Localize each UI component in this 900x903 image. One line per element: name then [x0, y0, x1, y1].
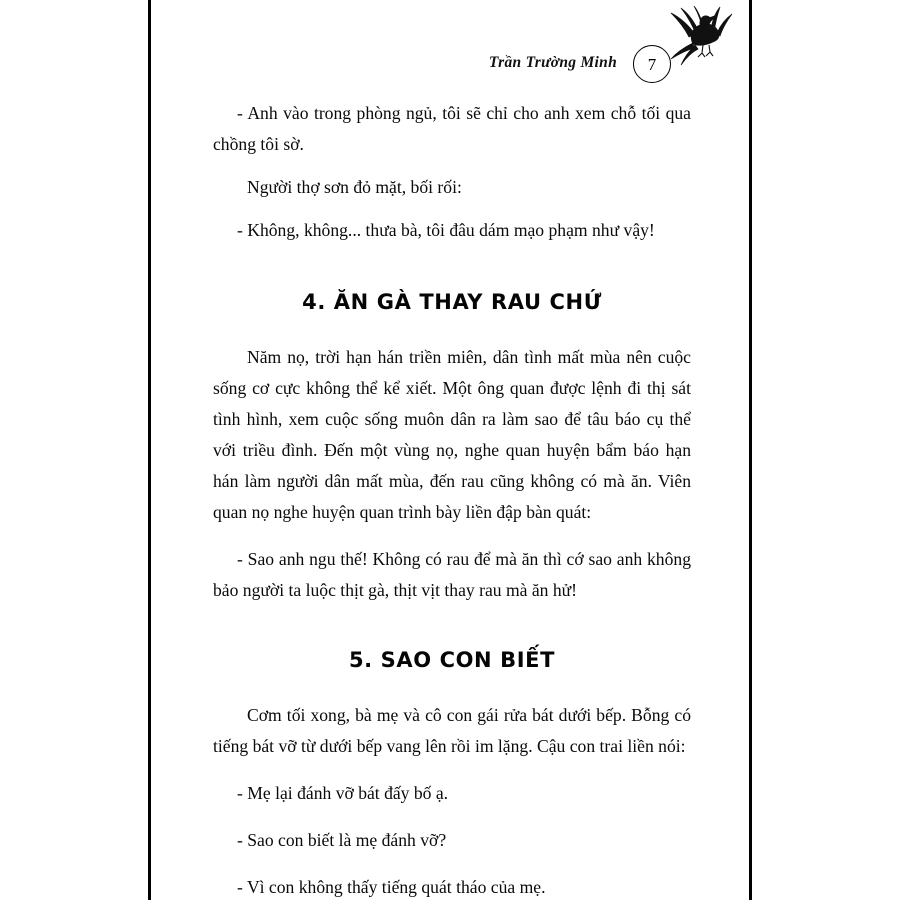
spacer	[213, 809, 691, 825]
spacer	[213, 203, 691, 215]
paragraph: - Không, không... thưa bà, tôi đâu dám mạo phạm như vậy!	[237, 220, 655, 240]
bird-ornament-icon	[659, 4, 739, 66]
section-heading-4: 4. ĂN GÀ THAY RAU CHỨ	[302, 290, 602, 314]
book-page-sheet	[148, 0, 752, 900]
spacer	[213, 528, 691, 544]
page-content	[213, 98, 691, 903]
spacer	[213, 160, 691, 172]
paragraph: - Sao anh ngu thế! Không có rau để mà ăn thì cớ sao anh không bảo người ta luộc thịt gà, thịt vịt thay rau mà ăn hử!	[213, 549, 691, 600]
spacer	[213, 246, 691, 290]
running-head-author: Trần Trường Minh	[488, 54, 617, 71]
page-inner	[151, 0, 749, 900]
paragraph: - Mẹ lại đánh vỡ bát đấy bố ạ.	[237, 783, 449, 803]
spacer	[213, 762, 691, 778]
paragraph: - Anh vào trong phòng ngủ, tôi sẽ chỉ cho anh xem chỗ tối qua chồng tôi sờ.	[213, 103, 691, 154]
page-header	[151, 44, 749, 94]
spacer	[213, 606, 691, 648]
page-number-label: 7	[647, 54, 657, 74]
section-heading-5: 5. SAO CON BIẾT	[348, 648, 556, 672]
paragraph: Năm nọ, trời hạn hán triền miên, dân tình mất mùa nên cuộc sống cơ cực không thể kể xiết. Một ông quan được lệnh đi thị sát tình hình, xem cuộc sống muôn dân ra làm sao để tâu báo cụ thể với triều đình. Đến một vùng nọ, nghe quan huyện bẩm báo hạn hán làm người dân mất mùa, đến rau cũng không có mà ăn. Viên quan nọ nghe huyện quan trình bày liền đập bàn quát:	[213, 347, 691, 522]
paragraph: - Sao con biết là mẹ đánh vỡ?	[237, 830, 447, 850]
paragraph: - Vì con không thấy tiếng quát tháo của mẹ.	[237, 877, 546, 897]
spacer	[213, 672, 691, 700]
paragraph: Người thợ sơn đỏ mặt, bối rối:	[247, 177, 462, 197]
spacer	[213, 314, 691, 342]
paragraph: Cơm tối xong, bà mẹ và cô con gái rửa bát dưới bếp. Bỗng có tiếng bát vỡ từ dưới bếp vang lên rồi im lặng. Cậu con trai liền nói:	[213, 705, 691, 756]
spacer	[213, 856, 691, 872]
